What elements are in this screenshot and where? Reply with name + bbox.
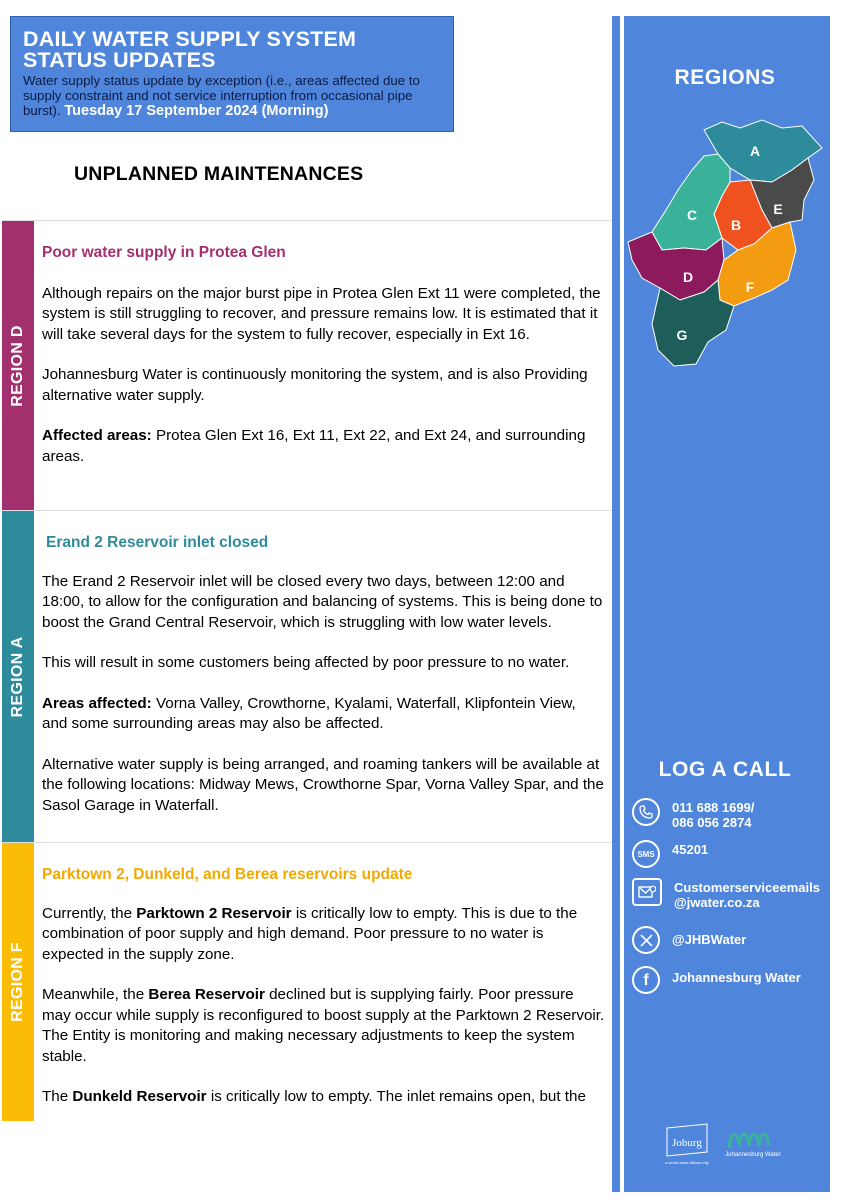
region-d-paragraph-2: Johannesburg Water is continuously monitoring the system, and is also Providing alternative water supply. [42, 366, 588, 404]
phone-icon [632, 798, 660, 826]
region-f-block [2, 842, 611, 1121]
region-d-affected-label: Affected areas: [42, 427, 152, 444]
contact-sms[interactable] [632, 840, 708, 868]
region-a-paragraph-2: This will result in some customers being affected by poor pressure to no water. [42, 654, 570, 671]
region-f-p1-a: Currently, the [42, 904, 137, 922]
johannesburg-water-logo [725, 1134, 780, 1158]
section-title: UNPLANNED MAINTENANCES [74, 163, 364, 185]
region-d-tab [2, 221, 34, 511]
header-subtitle-text: Water supply status update by exception (i.e., areas affected due to supply constraint and not service interruption from occasional pipe burst). [23, 73, 420, 118]
region-d-content [42, 221, 605, 467]
region-f-paragraph-3 [42, 1087, 605, 1108]
footer-logos [665, 1118, 795, 1168]
email-line-2: @jwater.co.za [674, 895, 760, 910]
region-d-block [2, 220, 611, 511]
regions-map [622, 110, 828, 372]
contact-twitter[interactable] [632, 926, 746, 954]
region-d-paragraph-3 [42, 426, 605, 467]
header-title-line2: STATUS UPDATES [23, 48, 216, 72]
twitter-handle: @JHBWater [672, 932, 747, 947]
map-label-e: E [773, 201, 783, 217]
region-a-affected-text: Vorna Valley, Crowthorne, Kyalami, Waterfall, Klipfontein View, and some surrounding areas may also be affected. [42, 694, 576, 732]
region-a-paragraph-3 [42, 694, 605, 735]
contact-phone[interactable] [632, 798, 754, 830]
phone-line-1: 011 688 1699/ [672, 800, 755, 815]
region-f-p2-a: Meanwhile, the [42, 986, 149, 1003]
region-f-p3-b: Dunkeld Reservoir [72, 1088, 207, 1105]
region-a-tab [2, 511, 34, 843]
region-a-paragraph-4: Alternative water supply is being arranged, and roaming tankers will be available at the following locations: Midway Mews, Crowthorne Spar, Vorna Valley Spar, and the Sasol Garage in Waterfall. [42, 755, 604, 814]
map-label-b: B [730, 217, 742, 233]
map-label-d: D [682, 269, 694, 285]
map-label-f: F [745, 279, 755, 295]
joburg-tagline: a world class African city [665, 1160, 709, 1165]
region-f-p2-c: declined but is supplying fairly. Poor pressure may occur while supply is reconfigured to boost supply at the Parktown 2 Reservoir. The Entity is monitoring and making necessary adjustments to keep the system stable. [42, 986, 605, 1065]
region-d-label: REGION D [9, 325, 26, 407]
region-d-affected-text: Protea Glen Ext 16, Ext 11, Ext 22, and Ext 24, and surrounding areas. [42, 427, 586, 465]
map-label-c: C [686, 207, 698, 223]
facebook-page: Johannesburg Water [672, 970, 801, 985]
region-f-p3-a: The [42, 1088, 73, 1105]
region-f-tab [2, 843, 34, 1121]
map-label-g: G [676, 327, 688, 343]
log-a-call-title: LOG A CALL [658, 758, 792, 781]
region-f-p3-c: is critically low to empty. The inlet remains open, but the [206, 1088, 586, 1105]
map-label-a: A [749, 143, 761, 159]
region-f-label: REGION F [9, 942, 26, 1022]
region-f-p1-c: is critically low to empty. This is due to the combination of poor supply and high demand. Poor pressure to no water is expected in the supply zone. [42, 904, 578, 963]
region-a-title: Erand 2 Reservoir inlet closed [46, 534, 269, 551]
facebook-icon: f [632, 966, 660, 994]
map-region-c [652, 154, 730, 250]
region-a-block [2, 510, 611, 843]
region-f-paragraph-1 [42, 904, 605, 966]
header-title [23, 29, 443, 71]
region-a-paragraph-1: The Erand 2 Reservoir inlet will be closed every two days, between 12:00 and 18:00, to allow for the configuration and balancing of systems. This is being done to boost the Grand Central Reservoir, which is struggling with low water levels. [42, 572, 603, 631]
header-title-line1: DAILY WATER SUPPLY SYSTEM [23, 27, 357, 51]
joburg-logo-text: Joburg [672, 1137, 702, 1149]
phone-line-2: 086 056 2874 [672, 815, 752, 830]
region-a-affected-label: Areas affected: [42, 694, 152, 712]
sms-icon: SMS [632, 840, 660, 868]
header-date: Tuesday 17 September 2024 (Morning) [64, 103, 329, 119]
contact-email[interactable] [632, 878, 820, 910]
region-f-p1-b: Parktown 2 Reservoir [136, 904, 292, 922]
region-d-paragraph-1: Although repairs on the major burst pipe in Protea Glen Ext 11 were completed, the system is still struggling to recover, and pressure remains low. It is estimated that it will take several days for the system to fully recover, especially in Ext 16. [42, 284, 601, 343]
region-a-label: REGION A [9, 636, 26, 718]
region-a-content [42, 511, 605, 816]
joburg-logo [665, 1124, 709, 1165]
jw-logo-text: Johannesburg Water [725, 1152, 781, 1158]
x-twitter-icon [632, 926, 660, 954]
contact-facebook[interactable] [632, 966, 801, 994]
region-d-title: Poor water supply in Protea Glen [42, 244, 286, 261]
region-f-p2-b: Berea Reservoir [148, 986, 265, 1003]
regions-title: REGIONS [674, 66, 776, 89]
header-banner [10, 16, 454, 132]
region-f-title: Parktown 2, Dunkeld, and Berea reservoirs update [42, 866, 413, 883]
sms-number: 45201 [672, 842, 709, 857]
email-line-1: Customerserviceemails [674, 880, 820, 895]
region-f-content [42, 843, 605, 1108]
region-f-paragraph-2 [42, 985, 605, 1067]
header-subtitle [23, 73, 443, 119]
email-icon [632, 878, 662, 906]
